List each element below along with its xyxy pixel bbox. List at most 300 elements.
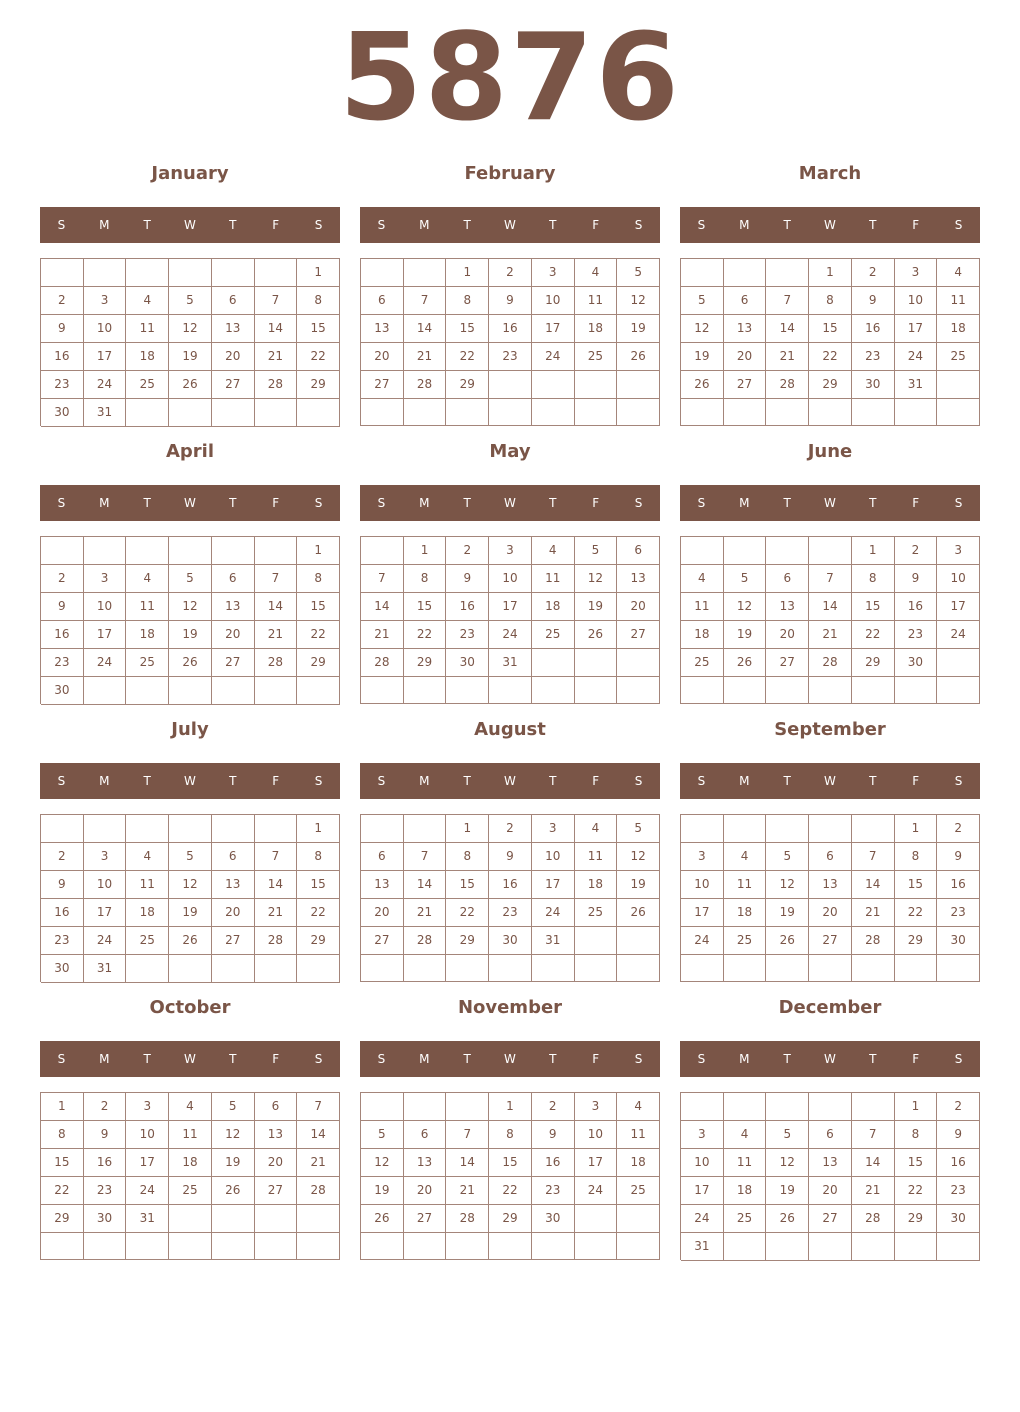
day-cell: 2 bbox=[489, 815, 532, 843]
weekday-label: T bbox=[869, 218, 877, 232]
weekday-label: S bbox=[377, 1052, 386, 1066]
day-cell: 30 bbox=[937, 927, 980, 955]
weekday-header bbox=[360, 763, 660, 799]
weekday-label: W bbox=[184, 218, 196, 232]
empty-cell bbox=[126, 677, 169, 705]
day-cell: 24 bbox=[84, 927, 127, 955]
empty-cell bbox=[84, 815, 127, 843]
weekday-label: F bbox=[592, 218, 600, 232]
empty-cell bbox=[169, 955, 212, 983]
day-cell: 2 bbox=[41, 843, 84, 871]
day-cell: 16 bbox=[41, 621, 84, 649]
day-cell: 25 bbox=[126, 371, 169, 399]
weekday-label: S bbox=[634, 1052, 643, 1066]
day-cell: 30 bbox=[895, 649, 938, 677]
day-cell: 18 bbox=[532, 593, 575, 621]
day-cell: 21 bbox=[446, 1177, 489, 1205]
day-cell: 7 bbox=[404, 287, 447, 315]
day-cell: 28 bbox=[852, 1205, 895, 1233]
day-cell: 25 bbox=[681, 649, 724, 677]
empty-cell bbox=[361, 259, 404, 287]
day-cell: 8 bbox=[446, 287, 489, 315]
empty-cell bbox=[84, 259, 127, 287]
day-cell: 20 bbox=[212, 899, 255, 927]
empty-cell bbox=[575, 955, 618, 982]
day-cell: 11 bbox=[617, 1121, 660, 1149]
empty-cell bbox=[852, 815, 895, 843]
empty-cell bbox=[169, 259, 212, 287]
day-cell: 13 bbox=[361, 315, 404, 343]
day-cell: 8 bbox=[852, 565, 895, 593]
day-cell: 10 bbox=[532, 287, 575, 315]
day-cell: 11 bbox=[532, 565, 575, 593]
weekday-label: W bbox=[504, 496, 516, 510]
day-cell: 11 bbox=[575, 843, 618, 871]
day-cell: 9 bbox=[84, 1121, 127, 1149]
day-cell: 27 bbox=[809, 927, 852, 955]
day-cell: 15 bbox=[297, 593, 340, 621]
day-cell: 2 bbox=[446, 537, 489, 565]
day-cell: 8 bbox=[895, 1121, 938, 1149]
day-cell: 6 bbox=[404, 1121, 447, 1149]
day-cell: 29 bbox=[404, 649, 447, 677]
weekday-label: T bbox=[783, 496, 791, 510]
weekday-label: T bbox=[869, 774, 877, 788]
day-cell: 5 bbox=[361, 1121, 404, 1149]
day-cell: 2 bbox=[532, 1093, 575, 1121]
day-cell: 31 bbox=[84, 399, 127, 427]
day-cell: 22 bbox=[489, 1177, 532, 1205]
day-grid bbox=[360, 1092, 660, 1260]
empty-cell bbox=[809, 399, 852, 426]
day-cell: 17 bbox=[84, 621, 127, 649]
day-cell: 11 bbox=[724, 1149, 767, 1177]
day-cell: 11 bbox=[937, 287, 980, 315]
day-cell: 2 bbox=[84, 1093, 127, 1121]
day-cell: 8 bbox=[809, 287, 852, 315]
day-cell: 30 bbox=[446, 649, 489, 677]
empty-cell bbox=[809, 1233, 852, 1261]
day-cell: 26 bbox=[617, 899, 660, 927]
weekday-label: T bbox=[549, 774, 557, 788]
day-cell: 16 bbox=[852, 315, 895, 343]
empty-cell bbox=[575, 927, 618, 955]
month-name: June bbox=[807, 441, 853, 462]
weekday-label: T bbox=[549, 218, 557, 232]
day-cell: 23 bbox=[937, 899, 980, 927]
day-cell: 19 bbox=[361, 1177, 404, 1205]
day-cell: 24 bbox=[532, 899, 575, 927]
empty-cell bbox=[895, 955, 938, 982]
day-cell: 15 bbox=[852, 593, 895, 621]
empty-cell bbox=[446, 677, 489, 704]
day-cell: 12 bbox=[681, 315, 724, 343]
day-cell: 23 bbox=[489, 343, 532, 371]
day-cell: 15 bbox=[297, 871, 340, 899]
day-cell: 23 bbox=[895, 621, 938, 649]
day-cell: 23 bbox=[937, 1177, 980, 1205]
weekday-label: S bbox=[954, 218, 963, 232]
day-cell: 4 bbox=[681, 565, 724, 593]
weekday-label: S bbox=[57, 218, 66, 232]
day-cell: 6 bbox=[212, 287, 255, 315]
day-cell: 26 bbox=[169, 649, 212, 677]
day-cell: 31 bbox=[489, 649, 532, 677]
day-cell: 18 bbox=[575, 315, 618, 343]
weekday-label: W bbox=[824, 496, 836, 510]
day-cell: 28 bbox=[255, 927, 298, 955]
weekday-header bbox=[40, 207, 340, 243]
day-cell: 6 bbox=[724, 287, 767, 315]
day-cell: 29 bbox=[446, 927, 489, 955]
weekday-label: M bbox=[419, 1052, 430, 1066]
month-name: December bbox=[778, 997, 882, 1018]
day-cell: 8 bbox=[297, 565, 340, 593]
empty-cell bbox=[766, 1093, 809, 1121]
day-cell: 6 bbox=[809, 1121, 852, 1149]
day-cell: 24 bbox=[681, 1205, 724, 1233]
empty-cell bbox=[126, 399, 169, 427]
day-cell: 25 bbox=[617, 1177, 660, 1205]
empty-cell bbox=[212, 815, 255, 843]
weekday-label: S bbox=[954, 774, 963, 788]
empty-cell bbox=[297, 399, 340, 427]
weekday-label: S bbox=[57, 774, 66, 788]
weekday-header bbox=[680, 485, 980, 521]
weekday-label: S bbox=[697, 774, 706, 788]
day-cell: 23 bbox=[41, 927, 84, 955]
empty-cell bbox=[681, 399, 724, 426]
weekday-label: M bbox=[99, 1052, 110, 1066]
day-cell: 20 bbox=[404, 1177, 447, 1205]
day-cell: 11 bbox=[126, 315, 169, 343]
empty-cell bbox=[41, 815, 84, 843]
day-cell: 18 bbox=[126, 621, 169, 649]
day-cell: 18 bbox=[724, 1177, 767, 1205]
day-cell: 5 bbox=[169, 565, 212, 593]
empty-cell bbox=[404, 399, 447, 426]
day-cell: 5 bbox=[575, 537, 618, 565]
day-cell: 25 bbox=[126, 927, 169, 955]
day-cell: 30 bbox=[532, 1205, 575, 1233]
day-cell: 13 bbox=[361, 871, 404, 899]
day-cell: 30 bbox=[84, 1205, 127, 1233]
empty-cell bbox=[169, 815, 212, 843]
empty-cell bbox=[937, 677, 980, 704]
day-cell: 4 bbox=[126, 565, 169, 593]
day-cell: 12 bbox=[169, 871, 212, 899]
day-cell: 17 bbox=[126, 1149, 169, 1177]
empty-cell bbox=[297, 955, 340, 983]
day-cell: 11 bbox=[681, 593, 724, 621]
day-cell: 21 bbox=[255, 343, 298, 371]
day-grid bbox=[680, 258, 980, 426]
empty-cell bbox=[766, 399, 809, 426]
day-cell: 8 bbox=[489, 1121, 532, 1149]
day-cell: 2 bbox=[895, 537, 938, 565]
day-cell: 28 bbox=[404, 927, 447, 955]
weekday-label: S bbox=[57, 496, 66, 510]
day-cell: 9 bbox=[446, 565, 489, 593]
empty-cell bbox=[255, 537, 298, 565]
day-cell: 4 bbox=[937, 259, 980, 287]
empty-cell bbox=[297, 1205, 340, 1233]
empty-cell bbox=[212, 955, 255, 983]
day-cell: 16 bbox=[937, 871, 980, 899]
empty-cell bbox=[617, 1233, 660, 1260]
day-cell: 28 bbox=[446, 1205, 489, 1233]
empty-cell bbox=[532, 1233, 575, 1260]
day-cell: 7 bbox=[255, 843, 298, 871]
day-cell: 30 bbox=[937, 1205, 980, 1233]
day-cell: 5 bbox=[766, 843, 809, 871]
empty-cell bbox=[617, 955, 660, 982]
weekday-label: T bbox=[463, 1052, 471, 1066]
day-cell: 26 bbox=[681, 371, 724, 399]
day-cell: 9 bbox=[41, 871, 84, 899]
empty-cell bbox=[404, 955, 447, 982]
weekday-label: T bbox=[143, 1052, 151, 1066]
day-cell: 21 bbox=[255, 899, 298, 927]
day-cell: 6 bbox=[255, 1093, 298, 1121]
day-cell: 15 bbox=[41, 1149, 84, 1177]
day-cell: 1 bbox=[446, 815, 489, 843]
day-cell: 3 bbox=[681, 1121, 724, 1149]
empty-cell bbox=[766, 955, 809, 982]
day-cell: 17 bbox=[575, 1149, 618, 1177]
empty-cell bbox=[404, 259, 447, 287]
day-cell: 30 bbox=[41, 677, 84, 705]
empty-cell bbox=[809, 815, 852, 843]
weekday-header bbox=[680, 207, 980, 243]
empty-cell bbox=[724, 537, 767, 565]
day-cell: 21 bbox=[297, 1149, 340, 1177]
weekday-header bbox=[40, 485, 340, 521]
day-cell: 6 bbox=[766, 565, 809, 593]
day-cell: 24 bbox=[937, 621, 980, 649]
day-cell: 5 bbox=[169, 287, 212, 315]
day-cell: 9 bbox=[895, 565, 938, 593]
day-cell: 13 bbox=[404, 1149, 447, 1177]
day-cell: 12 bbox=[169, 315, 212, 343]
empty-cell bbox=[489, 955, 532, 982]
empty-cell bbox=[724, 399, 767, 426]
empty-cell bbox=[446, 1233, 489, 1260]
empty-cell bbox=[617, 399, 660, 426]
empty-cell bbox=[895, 399, 938, 426]
day-cell: 25 bbox=[126, 649, 169, 677]
day-cell: 4 bbox=[126, 287, 169, 315]
day-cell: 11 bbox=[126, 593, 169, 621]
weekday-label: S bbox=[634, 496, 643, 510]
weekday-label: S bbox=[634, 218, 643, 232]
empty-cell bbox=[681, 1093, 724, 1121]
weekday-label: T bbox=[143, 218, 151, 232]
day-cell: 3 bbox=[532, 815, 575, 843]
day-cell: 19 bbox=[617, 315, 660, 343]
day-cell: 12 bbox=[212, 1121, 255, 1149]
day-cell: 10 bbox=[532, 843, 575, 871]
day-cell: 7 bbox=[446, 1121, 489, 1149]
day-cell: 17 bbox=[84, 343, 127, 371]
day-cell: 29 bbox=[297, 371, 340, 399]
month-name: November bbox=[457, 997, 563, 1018]
day-cell: 24 bbox=[575, 1177, 618, 1205]
weekday-label: W bbox=[504, 1052, 516, 1066]
day-cell: 11 bbox=[169, 1121, 212, 1149]
day-cell: 4 bbox=[575, 259, 618, 287]
day-cell: 7 bbox=[766, 287, 809, 315]
empty-cell bbox=[575, 677, 618, 704]
weekday-label: S bbox=[954, 496, 963, 510]
day-cell: 1 bbox=[489, 1093, 532, 1121]
day-cell: 7 bbox=[361, 565, 404, 593]
day-cell: 23 bbox=[41, 649, 84, 677]
weekday-label: F bbox=[272, 496, 280, 510]
day-grid bbox=[40, 258, 340, 426]
weekday-label: M bbox=[739, 1052, 750, 1066]
weekday-label: T bbox=[463, 496, 471, 510]
day-cell: 7 bbox=[809, 565, 852, 593]
empty-cell bbox=[617, 677, 660, 704]
empty-cell bbox=[404, 815, 447, 843]
day-cell: 15 bbox=[446, 315, 489, 343]
day-cell: 26 bbox=[766, 1205, 809, 1233]
day-cell: 22 bbox=[297, 899, 340, 927]
day-cell: 15 bbox=[446, 871, 489, 899]
day-cell: 30 bbox=[41, 399, 84, 427]
empty-cell bbox=[724, 259, 767, 287]
weekday-label: S bbox=[697, 1052, 706, 1066]
day-cell: 5 bbox=[169, 843, 212, 871]
day-cell: 18 bbox=[681, 621, 724, 649]
day-cell: 14 bbox=[852, 1149, 895, 1177]
day-cell: 18 bbox=[169, 1149, 212, 1177]
weekday-label: T bbox=[229, 496, 237, 510]
weekday-label: F bbox=[912, 218, 920, 232]
day-cell: 25 bbox=[724, 1205, 767, 1233]
weekday-header bbox=[360, 485, 660, 521]
weekday-label: M bbox=[419, 774, 430, 788]
empty-cell bbox=[681, 955, 724, 982]
day-cell: 1 bbox=[297, 815, 340, 843]
day-cell: 29 bbox=[809, 371, 852, 399]
empty-cell bbox=[446, 399, 489, 426]
day-cell: 10 bbox=[84, 871, 127, 899]
day-cell: 11 bbox=[724, 871, 767, 899]
day-cell: 1 bbox=[895, 815, 938, 843]
day-cell: 22 bbox=[446, 899, 489, 927]
day-cell: 2 bbox=[937, 815, 980, 843]
day-cell: 29 bbox=[852, 649, 895, 677]
day-cell: 13 bbox=[255, 1121, 298, 1149]
day-cell: 24 bbox=[489, 621, 532, 649]
empty-cell bbox=[724, 955, 767, 982]
day-cell: 29 bbox=[446, 371, 489, 399]
day-cell: 5 bbox=[617, 815, 660, 843]
day-cell: 26 bbox=[575, 621, 618, 649]
day-cell: 3 bbox=[84, 287, 127, 315]
empty-cell bbox=[361, 955, 404, 982]
day-cell: 27 bbox=[617, 621, 660, 649]
day-cell: 19 bbox=[575, 593, 618, 621]
day-cell: 12 bbox=[575, 565, 618, 593]
day-cell: 19 bbox=[766, 899, 809, 927]
day-cell: 27 bbox=[212, 927, 255, 955]
weekday-label: S bbox=[697, 218, 706, 232]
weekday-label: F bbox=[272, 218, 280, 232]
day-cell: 29 bbox=[895, 1205, 938, 1233]
day-cell: 22 bbox=[809, 343, 852, 371]
day-cell: 16 bbox=[532, 1149, 575, 1177]
day-cell: 20 bbox=[361, 343, 404, 371]
day-cell: 18 bbox=[126, 343, 169, 371]
day-grid bbox=[360, 258, 660, 426]
month-name: February bbox=[464, 163, 556, 184]
day-cell: 6 bbox=[361, 287, 404, 315]
day-cell: 3 bbox=[937, 537, 980, 565]
day-cell: 9 bbox=[532, 1121, 575, 1149]
weekday-label: F bbox=[272, 1052, 280, 1066]
day-cell: 26 bbox=[212, 1177, 255, 1205]
weekday-label: W bbox=[824, 774, 836, 788]
day-cell: 1 bbox=[809, 259, 852, 287]
day-cell: 17 bbox=[681, 899, 724, 927]
day-cell: 26 bbox=[766, 927, 809, 955]
empty-cell bbox=[681, 537, 724, 565]
day-cell: 26 bbox=[169, 927, 212, 955]
weekday-label: T bbox=[143, 496, 151, 510]
day-cell: 14 bbox=[766, 315, 809, 343]
day-cell: 10 bbox=[575, 1121, 618, 1149]
day-cell: 19 bbox=[681, 343, 724, 371]
day-cell: 3 bbox=[575, 1093, 618, 1121]
empty-cell bbox=[361, 399, 404, 426]
day-cell: 12 bbox=[724, 593, 767, 621]
empty-cell bbox=[255, 1233, 298, 1260]
day-cell: 2 bbox=[489, 259, 532, 287]
weekday-label: S bbox=[314, 496, 323, 510]
day-cell: 8 bbox=[404, 565, 447, 593]
empty-cell bbox=[575, 1205, 618, 1233]
day-cell: 1 bbox=[297, 259, 340, 287]
day-cell: 9 bbox=[41, 315, 84, 343]
day-cell: 19 bbox=[724, 621, 767, 649]
empty-cell bbox=[361, 537, 404, 565]
day-cell: 4 bbox=[575, 815, 618, 843]
day-cell: 30 bbox=[852, 371, 895, 399]
day-cell: 14 bbox=[255, 871, 298, 899]
day-cell: 1 bbox=[895, 1093, 938, 1121]
empty-cell bbox=[169, 399, 212, 427]
empty-cell bbox=[255, 815, 298, 843]
month-name: September bbox=[774, 719, 886, 740]
day-cell: 9 bbox=[937, 1121, 980, 1149]
month-name: January bbox=[151, 163, 229, 184]
day-cell: 22 bbox=[446, 343, 489, 371]
day-cell: 7 bbox=[255, 287, 298, 315]
day-cell: 28 bbox=[852, 927, 895, 955]
day-cell: 4 bbox=[724, 1121, 767, 1149]
day-grid bbox=[680, 814, 980, 982]
day-cell: 9 bbox=[852, 287, 895, 315]
empty-cell bbox=[575, 649, 618, 677]
empty-cell bbox=[255, 259, 298, 287]
day-cell: 2 bbox=[852, 259, 895, 287]
weekday-label: T bbox=[869, 1052, 877, 1066]
empty-cell bbox=[361, 1093, 404, 1121]
empty-cell bbox=[489, 371, 532, 399]
